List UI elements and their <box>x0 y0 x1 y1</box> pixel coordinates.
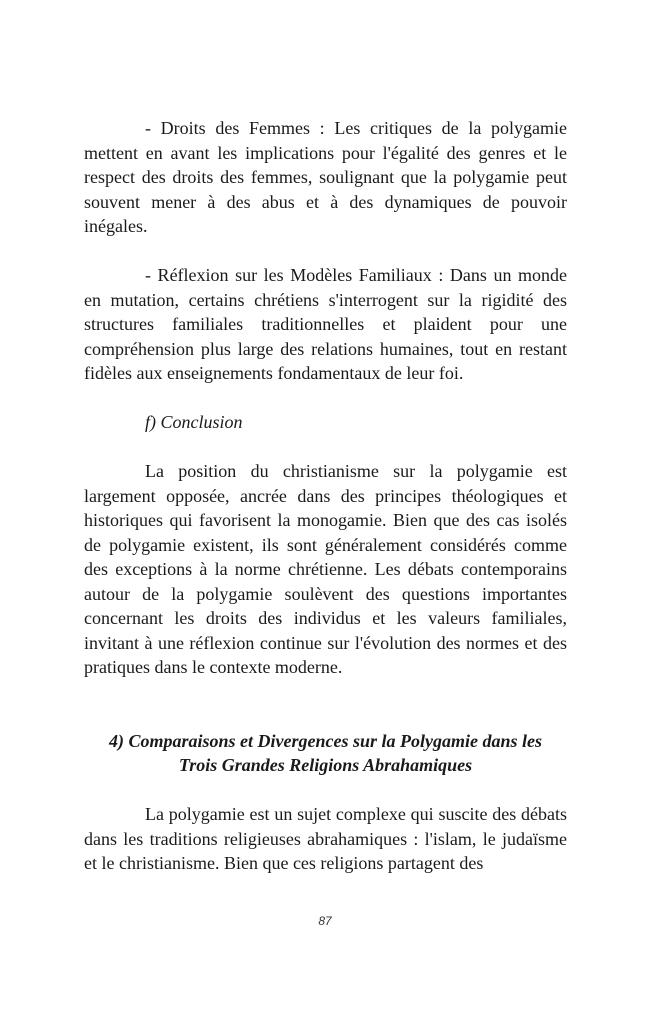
page-body <box>84 116 567 876</box>
page-number: 87 <box>318 914 332 928</box>
section-heading-line-2: Trois Grandes Religions Abrahamiques <box>178 755 473 775</box>
paragraph-section-intro: La polygamie est un sujet complexe qui suscite des débats dans les traditions religieuses abrahamiques : l'islam, le judaïsme et le christianisme. Bien que ces religions partagent des <box>84 804 567 873</box>
conclusion-heading: f) Conclusion <box>145 412 243 432</box>
section-heading <box>84 729 567 778</box>
paragraph-reflexion-modeles: - Réflexion sur les Modèles Familiaux : Dans un monde en mutation, certains chrétiens s'interrogent sur la rigidité des structures familiales traditionnelles et plaident pour une compréhension plus large des relations humaines, tout en restant fidèles aux enseignements fondamentaux de leur foi. <box>84 265 567 383</box>
paragraph-conclusion: La position du christianisme sur la polygamie est largement opposée, ancrée dans des principes théologiques et historiques qui favorisent la monogamie. Bien que des cas isolés de polygamie existent, ils sont généralement considérés comme des exceptions à la norme chrétienne. Les débats contemporains autour de la polygamie soulèvent des questions importantes concernant les droits des individus et les valeurs familiales, invitant à une réflexion continue sur l'évolution des normes et des pratiques dans le contexte moderne. <box>84 461 567 677</box>
section-heading-line-1: 4) Comparaisons et Divergences sur la Polygamie dans les <box>109 730 542 751</box>
paragraph-droits-femmes: - Droits des Femmes : Les critiques de la polygamie mettent en avant les implications pour l'égalité des genres et le respect des droits des femmes, soulignant que la polygamie peut souvent mener à des abus et à des dynamiques de pouvoir inégales. <box>84 118 567 236</box>
